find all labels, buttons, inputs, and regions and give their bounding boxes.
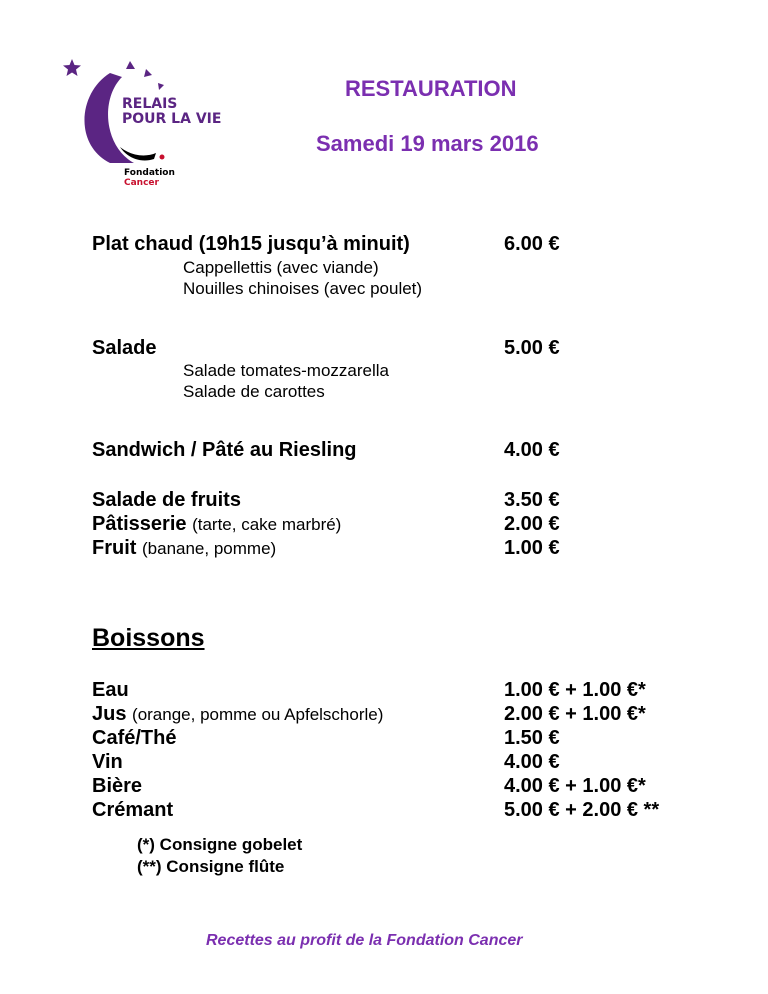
plat-option-2: Nouilles chinoises (avec poulet) — [183, 279, 423, 298]
price-sandwich: 4.00 € — [504, 439, 560, 461]
drink-name: Café/Thé — [92, 727, 177, 749]
menu-item-salade-de-fruits: Salade de fruits — [92, 489, 241, 511]
drink-vin — [92, 750, 123, 774]
logo-line-1: RELAIS — [122, 96, 178, 112]
relais-pour-la-vie-logo — [60, 55, 222, 195]
menu-item-sandwich: Sandwich / Pâté au Riesling — [92, 439, 357, 461]
drink-name: Jus — [92, 703, 127, 725]
drink-cremant — [92, 798, 173, 822]
plat-option-1: Cappellettis (avec viande) — [183, 258, 379, 277]
patisserie-detail: (tarte, cake marbré) — [192, 515, 342, 534]
price-cafe-the: 1.50 € — [504, 727, 560, 749]
logo-org-2: Cancer — [124, 178, 159, 188]
menu-item-plat-chaud: Plat chaud (19h15 jusqu’à minuit) — [92, 233, 410, 255]
drink-detail: (orange, pomme ou Apfelschorle) — [132, 705, 384, 724]
price-vin: 4.00 € — [504, 751, 560, 773]
drink-name: Bière — [92, 775, 143, 797]
drink-name: Vin — [92, 751, 123, 773]
drink-name: Crémant — [92, 799, 174, 821]
price-fruit: 1.00 € — [504, 537, 560, 559]
price-jus: 2.00 € + 1.00 €* — [504, 703, 646, 725]
page-date: Samedi 19 mars 2016 — [316, 131, 539, 156]
drink-name: Eau — [92, 679, 129, 701]
menu-item-patisserie — [92, 512, 341, 537]
price-patisserie: 2.00 € — [504, 513, 560, 535]
drink-jus — [92, 702, 383, 727]
footer-note: Recettes au profit de la Fondation Cancer — [206, 932, 523, 949]
page-title: RESTAURATION — [345, 76, 517, 101]
menu-item-fruit — [92, 536, 276, 561]
note-flute: (**) Consigne flûte — [137, 857, 285, 876]
logo-line-2: POUR LA VIE — [122, 111, 222, 127]
fruit-name: Fruit — [92, 537, 137, 559]
logo-org-1: Fondation — [124, 168, 175, 178]
patisserie-name: Pâtisserie — [92, 513, 187, 535]
salade-option-2: Salade de carottes — [183, 382, 325, 401]
price-plat-chaud: 6.00 € — [504, 233, 560, 255]
fruit-detail: (banane, pomme) — [142, 539, 277, 558]
price-salade: 5.00 € — [504, 337, 560, 359]
drink-biere — [92, 774, 142, 798]
note-gobelet: (*) Consigne gobelet — [137, 835, 303, 854]
menu-item-salade: Salade — [92, 337, 157, 359]
price-salade-de-fruits: 3.50 € — [504, 489, 560, 511]
drink-eau — [92, 678, 129, 702]
section-heading-boissons: Boissons — [92, 624, 205, 652]
salade-option-1: Salade tomates-mozzarella — [183, 361, 389, 380]
price-cremant: 5.00 € + 2.00 € ** — [504, 799, 660, 821]
price-eau: 1.00 € + 1.00 €* — [504, 679, 646, 701]
price-biere: 4.00 € + 1.00 €* — [504, 775, 646, 797]
drink-cafe-the — [92, 726, 176, 750]
